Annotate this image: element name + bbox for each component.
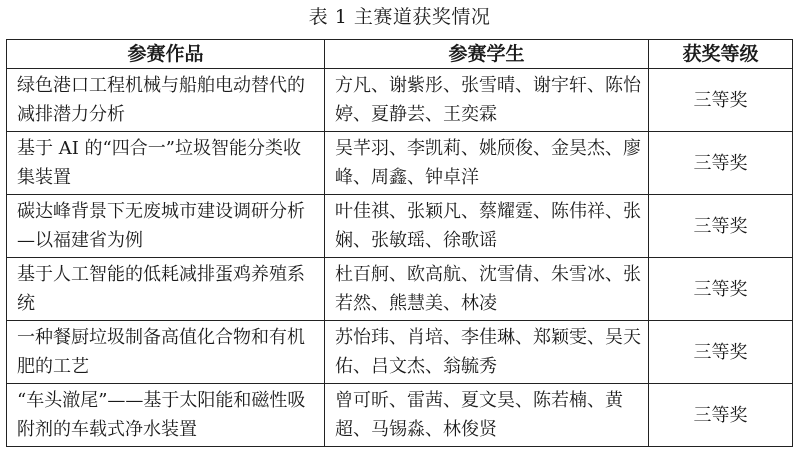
- table-row: [7, 132, 793, 195]
- students-cell: 吴芊羽、李凯莉、姚颀俊、金昊杰、廖峰、周鑫、钟卓洋: [325, 132, 649, 195]
- table-caption: 表 1 主赛道获奖情况: [308, 6, 491, 28]
- work-cell: 绿色港口工程机械与船舶电动替代的减排潜力分析: [7, 69, 325, 132]
- work-cell: 基于 AI 的“四合一”垃圾智能分类收集装置: [7, 132, 325, 195]
- award-cell: 三等奖: [649, 384, 793, 447]
- students-cell: 曾可昕、雷茜、夏文昊、陈若楠、黄超、马锡淼、林俊贤: [325, 384, 649, 447]
- awards-table: [6, 39, 793, 447]
- students-cell: 方凡、谢紫彤、张雪晴、谢宇轩、陈怡婷、夏静芸、王奕霖: [325, 69, 649, 132]
- students-cell: 苏怡玮、肖培、李佳琳、郑颖雯、吴天佑、吕文杰、翁毓秀: [325, 321, 649, 384]
- award-cell: 三等奖: [649, 258, 793, 321]
- header-award: 获奖等级: [649, 40, 793, 69]
- header-students: 参赛学生: [325, 40, 649, 69]
- award-cell: 三等奖: [649, 321, 793, 384]
- table-row: [7, 69, 793, 132]
- work-cell: 基于人工智能的低耗减排蛋鸡养殖系统: [7, 258, 325, 321]
- table-row: [7, 195, 793, 258]
- students-cell: 叶佳祺、张颖凡、蔡耀霆、陈伟祥、张娴、张敏瑶、徐歌谣: [325, 195, 649, 258]
- table-header-row: [7, 40, 793, 69]
- table-row: [7, 321, 793, 384]
- work-cell: “车头澈尾”——基于太阳能和磁性吸附剂的车载式净水装置: [7, 384, 325, 447]
- award-cell: 三等奖: [649, 69, 793, 132]
- table-row: [7, 384, 793, 447]
- work-cell: 一种餐厨垃圾制备高值化合物和有机肥的工艺: [7, 321, 325, 384]
- work-cell: 碳达峰背景下无废城市建设调研分析—以福建省为例: [7, 195, 325, 258]
- header-work: 参赛作品: [7, 40, 325, 69]
- award-cell: 三等奖: [649, 195, 793, 258]
- students-cell: 杜百舸、欧高航、沈雪倩、朱雪冰、张若然、熊慧美、林凌: [325, 258, 649, 321]
- award-cell: 三等奖: [649, 132, 793, 195]
- table-row: [7, 258, 793, 321]
